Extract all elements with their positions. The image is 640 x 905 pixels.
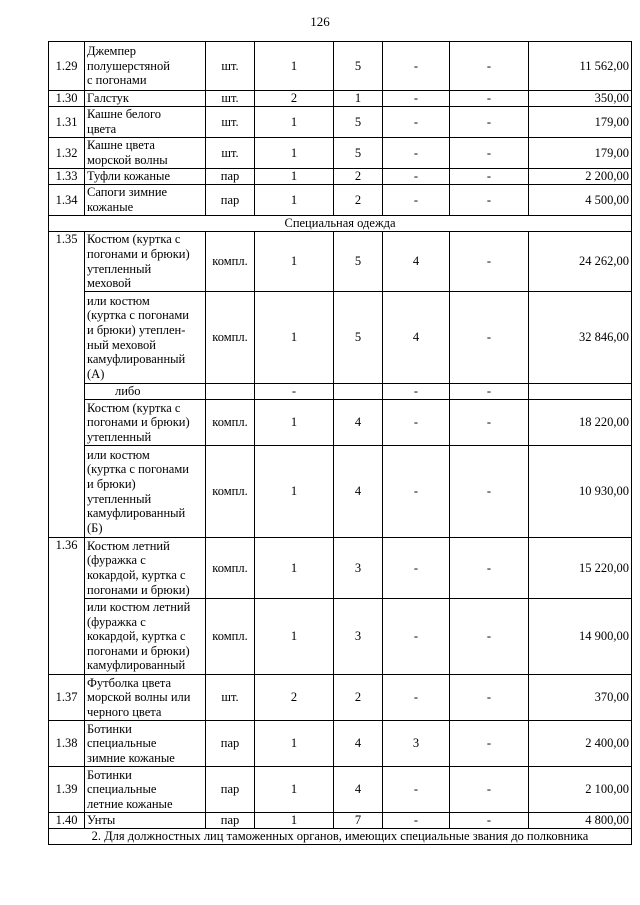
table-row bbox=[49, 767, 632, 813]
quantity: 1 bbox=[255, 107, 334, 138]
row-number: 1.29 bbox=[49, 42, 85, 91]
note: - bbox=[450, 292, 529, 384]
price: 11 562,00 bbox=[529, 42, 632, 91]
extra-period: 3 bbox=[383, 721, 450, 767]
extra-period: - bbox=[383, 169, 450, 185]
wear-period: 1 bbox=[334, 91, 383, 107]
item-name: Футболка цвета морской волны или черного цвета bbox=[85, 675, 206, 721]
note: - bbox=[450, 138, 529, 169]
extra-period: - bbox=[383, 42, 450, 91]
item-name: Туфли кожаные bbox=[85, 169, 206, 185]
item-name: Кашне цвета морской волны bbox=[85, 138, 206, 169]
footer-note: 2. Для должностных лиц таможенных органов, имеющих специальные звания до полковника bbox=[49, 829, 632, 845]
note: - bbox=[450, 599, 529, 675]
extra-period: - bbox=[383, 675, 450, 721]
extra-period: - bbox=[383, 185, 450, 216]
item-name: Галстук bbox=[85, 91, 206, 107]
wear-period: 5 bbox=[334, 42, 383, 91]
price: 2 100,00 bbox=[529, 767, 632, 813]
note: - bbox=[450, 232, 529, 292]
row-number: 1.34 bbox=[49, 185, 85, 216]
note: - bbox=[450, 384, 529, 400]
note: - bbox=[450, 91, 529, 107]
row-number: 1.32 bbox=[49, 138, 85, 169]
unit: компл. bbox=[206, 538, 255, 599]
note: - bbox=[450, 813, 529, 829]
table-row bbox=[49, 107, 632, 138]
table-row bbox=[49, 384, 632, 400]
price: 2 400,00 bbox=[529, 721, 632, 767]
wear-period: 3 bbox=[334, 599, 383, 675]
item-name: Унты bbox=[85, 813, 206, 829]
table-row bbox=[49, 538, 632, 599]
unit: шт. bbox=[206, 42, 255, 91]
note: - bbox=[450, 107, 529, 138]
row-number: 1.36 bbox=[49, 538, 85, 675]
item-name: Костюм (куртка с погонами и брюки) утепленный меховой bbox=[85, 232, 206, 292]
quantity: 1 bbox=[255, 813, 334, 829]
quantity: 1 bbox=[255, 42, 334, 91]
row-number: 1.38 bbox=[49, 721, 85, 767]
unit: пар bbox=[206, 169, 255, 185]
extra-period: 4 bbox=[383, 232, 450, 292]
note: - bbox=[450, 721, 529, 767]
table-row bbox=[49, 91, 632, 107]
unit: шт. bbox=[206, 91, 255, 107]
item-name: или костюм (куртка с погонами и брюки) утепленный камуфлированный (Б) bbox=[85, 446, 206, 538]
wear-period: 2 bbox=[334, 185, 383, 216]
item-name: либо bbox=[85, 384, 206, 400]
wear-period: 5 bbox=[334, 138, 383, 169]
table-row bbox=[49, 675, 632, 721]
table-row bbox=[49, 138, 632, 169]
wear-period: 4 bbox=[334, 721, 383, 767]
price: 4 800,00 bbox=[529, 813, 632, 829]
extra-period: - bbox=[383, 599, 450, 675]
item-name: Костюм (куртка с погонами и брюки) утепленный bbox=[85, 400, 206, 446]
table-row bbox=[49, 42, 632, 91]
quantity: 1 bbox=[255, 185, 334, 216]
extra-period: - bbox=[383, 538, 450, 599]
table-row bbox=[49, 721, 632, 767]
footer-row bbox=[49, 829, 632, 845]
unit: компл. bbox=[206, 446, 255, 538]
wear-period: 5 bbox=[334, 107, 383, 138]
quantity: 1 bbox=[255, 767, 334, 813]
extra-period: - bbox=[383, 400, 450, 446]
row-number: 1.33 bbox=[49, 169, 85, 185]
quantity: - bbox=[255, 384, 334, 400]
wear-period: 4 bbox=[334, 400, 383, 446]
price: 2 200,00 bbox=[529, 169, 632, 185]
wear-period: 2 bbox=[334, 675, 383, 721]
row-number: 1.31 bbox=[49, 107, 85, 138]
price: 179,00 bbox=[529, 107, 632, 138]
item-name: Ботинки специальные летние кожаные bbox=[85, 767, 206, 813]
extra-period: - bbox=[383, 384, 450, 400]
extra-period: - bbox=[383, 107, 450, 138]
quantity: 1 bbox=[255, 400, 334, 446]
page-number: 126 bbox=[310, 14, 330, 29]
unit: компл. bbox=[206, 400, 255, 446]
note: - bbox=[450, 446, 529, 538]
extra-period: - bbox=[383, 767, 450, 813]
note: - bbox=[450, 767, 529, 813]
wear-period: 4 bbox=[334, 767, 383, 813]
wear-period: 7 bbox=[334, 813, 383, 829]
quantity: 1 bbox=[255, 446, 334, 538]
wear-period: 4 bbox=[334, 446, 383, 538]
quantity: 2 bbox=[255, 91, 334, 107]
row-number: 1.30 bbox=[49, 91, 85, 107]
unit: пар bbox=[206, 767, 255, 813]
item-name: Кашне белого цвета bbox=[85, 107, 206, 138]
price: 10 930,00 bbox=[529, 446, 632, 538]
table-row bbox=[49, 813, 632, 829]
extra-period: - bbox=[383, 91, 450, 107]
row-number: 1.39 bbox=[49, 767, 85, 813]
price: 179,00 bbox=[529, 138, 632, 169]
quantity: 1 bbox=[255, 538, 334, 599]
table-row bbox=[49, 185, 632, 216]
note: - bbox=[450, 400, 529, 446]
extra-period: 4 bbox=[383, 292, 450, 384]
table-row bbox=[49, 292, 632, 384]
quantity: 1 bbox=[255, 599, 334, 675]
item-name: Костюм летний (фуражка с кокардой, куртка с погонами и брюки) bbox=[85, 538, 206, 599]
extra-period: - bbox=[383, 813, 450, 829]
quantity: 1 bbox=[255, 292, 334, 384]
unit: шт. bbox=[206, 138, 255, 169]
price: 24 262,00 bbox=[529, 232, 632, 292]
row-number: 1.37 bbox=[49, 675, 85, 721]
unit: шт. bbox=[206, 107, 255, 138]
row-number: 1.35 bbox=[49, 232, 85, 538]
quantity: 2 bbox=[255, 675, 334, 721]
table-row bbox=[49, 446, 632, 538]
note: - bbox=[450, 42, 529, 91]
unit: пар bbox=[206, 185, 255, 216]
item-name: Сапоги зимние кожаные bbox=[85, 185, 206, 216]
quantity: 1 bbox=[255, 721, 334, 767]
item-name: или костюм (куртка с погонами и брюки) утеплен- ный меховой камуфлированный (А) bbox=[85, 292, 206, 384]
unit: пар bbox=[206, 721, 255, 767]
wear-period: 3 bbox=[334, 538, 383, 599]
unit: компл. bbox=[206, 292, 255, 384]
quantity: 1 bbox=[255, 138, 334, 169]
extra-period: - bbox=[383, 138, 450, 169]
price: 15 220,00 bbox=[529, 538, 632, 599]
wear-period: 2 bbox=[334, 169, 383, 185]
unit: компл. bbox=[206, 599, 255, 675]
unit: шт. bbox=[206, 675, 255, 721]
price: 32 846,00 bbox=[529, 292, 632, 384]
price: 350,00 bbox=[529, 91, 632, 107]
price: 370,00 bbox=[529, 675, 632, 721]
wear-period: 5 bbox=[334, 232, 383, 292]
note: - bbox=[450, 169, 529, 185]
table-row bbox=[49, 169, 632, 185]
table-row bbox=[49, 599, 632, 675]
price: 18 220,00 bbox=[529, 400, 632, 446]
wear-period: 5 bbox=[334, 292, 383, 384]
note: - bbox=[450, 185, 529, 216]
section-heading-row bbox=[49, 216, 632, 232]
item-name: или костюм летний (фуражка с кокардой, куртка с погонами и брюки) камуфлированный bbox=[85, 599, 206, 675]
note: - bbox=[450, 675, 529, 721]
clothing-norms-table bbox=[48, 41, 632, 845]
row-number: 1.40 bbox=[49, 813, 85, 829]
item-name: Ботинки специальные зимние кожаные bbox=[85, 721, 206, 767]
item-name: Джемпер полушерстяной с погонами bbox=[85, 42, 206, 91]
note: - bbox=[450, 538, 529, 599]
extra-period: - bbox=[383, 446, 450, 538]
unit: пар bbox=[206, 813, 255, 829]
unit: компл. bbox=[206, 232, 255, 292]
table-row bbox=[49, 400, 632, 446]
quantity: 1 bbox=[255, 169, 334, 185]
quantity: 1 bbox=[255, 232, 334, 292]
section-heading: Специальная одежда bbox=[49, 216, 632, 232]
price: 14 900,00 bbox=[529, 599, 632, 675]
table-row bbox=[49, 232, 632, 292]
price: 4 500,00 bbox=[529, 185, 632, 216]
